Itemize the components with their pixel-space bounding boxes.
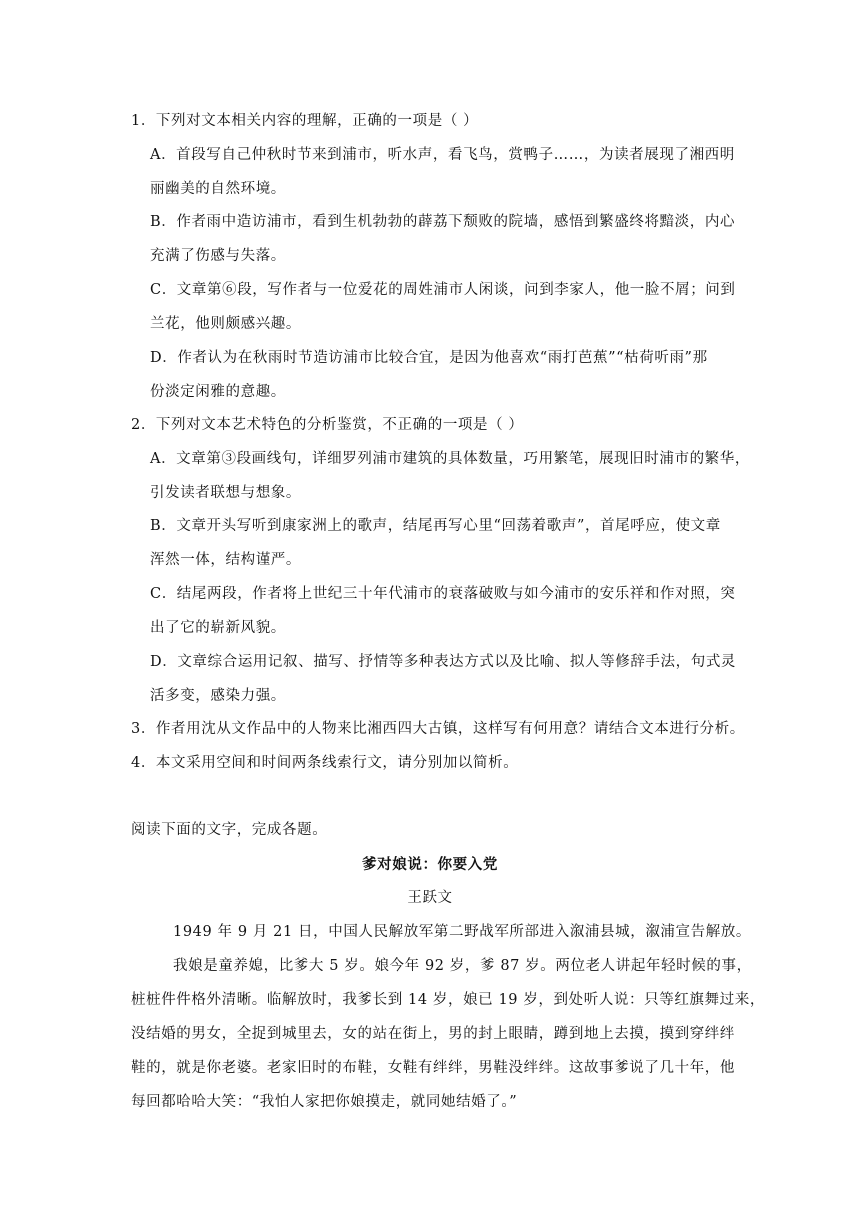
passage-paragraph-2-line-2: 桩桩件件格外清晰。临解放时，我爹长到 14 岁，娘已 19 岁，到处听人说：只等红旗舞过来， xyxy=(131,992,765,1008)
passage-title: 爹对娘说：你要入党 xyxy=(362,856,498,873)
question-2-stem: 2．下列对文本艺术特色的分析鉴赏，不正确的一项是（ ） xyxy=(131,417,524,433)
question-4-stem: 4．本文采用空间和时间两条线索行文，请分别加以简析。 xyxy=(131,755,519,771)
question-2-option-c-cont: 出了它的崭新风貌。 xyxy=(150,620,286,636)
question-1-option-d: D．作者认为在秋雨时节造访浦市比较合宜，是因为他喜欢“雨打芭蕉”“枯荷听雨”那 xyxy=(150,350,708,366)
question-1-option-b: B．作者雨中造访浦市，看到生机勃勃的薜荔下颓败的院墙，感悟到繁盛终将黯淡，内心 xyxy=(150,214,736,230)
question-2-option-b-cont: 浑然一体，结构谨严。 xyxy=(150,552,301,568)
question-2-option-c: C．结尾两段，作者将上世纪三十年代浦市的衰落破败与如今浦市的安乐祥和作对照，突 xyxy=(150,586,736,602)
question-2-option-a-cont: 引发读者联想与想象。 xyxy=(150,485,301,501)
passage-paragraph-2-line-5: 每回都哈哈大笑：“我怕人家把你娘摸走，就同她结婚了。” xyxy=(131,1094,518,1110)
passage-paragraph-2-line-1: 我娘是童养媳，比爹大 5 岁。娘今年 92 岁，爹 87 岁。两位老人讲起年轻时候的事， xyxy=(173,958,752,974)
question-1-option-d-cont: 份淡定闲雅的意趣。 xyxy=(150,384,286,400)
question-1-option-b-cont: 充满了伤感与失落。 xyxy=(150,248,286,264)
question-3-stem: 3．作者用沈从文作品中的人物来比湘西四大古镇，这样写有何用意？请结合文本进行分析。 xyxy=(131,721,745,737)
passage-paragraph-1: 1949 年 9 月 21 日，中国人民解放军第二野战军所部进入溆浦县城，溆浦宣告解放。 xyxy=(173,924,752,940)
question-1-stem: 1．下列对文本相关内容的理解，正确的一项是（ ） xyxy=(131,113,479,129)
question-1-option-a-cont: 丽幽美的自然环境。 xyxy=(150,181,286,197)
question-1-option-c-cont: 兰花，他则颇感兴趣。 xyxy=(150,316,301,332)
question-2-option-d: D．文章综合运用记叙、描写、抒情等多种表达方式以及比喻、拟人等修辞手法，句式灵 xyxy=(150,654,737,670)
passage-paragraph-2-line-3: 没结婚的男女，全捉到城里去，女的站在街上，男的封上眼睛，蹲到地上去摸，摸到穿绊绊 xyxy=(131,1026,735,1042)
question-1-option-a: A．首段写自己仲秋时节来到浦市，听水声，看飞鸟，赏鸭子……，为读者展现了湘西明 xyxy=(150,147,735,163)
question-2-option-b: B．文章开头写听到康家洲上的歌声，结尾再写心里“回荡着歌声”，首尾呼应，使文章 xyxy=(150,518,721,534)
passage-author: 王跃文 xyxy=(407,890,453,906)
question-2-option-a: A．文章第③段画线句，详细罗列浦市建筑的具体数量，巧用繁笔，展现旧时浦市的繁华， xyxy=(150,451,750,467)
reading-intro: 阅读下面的文字，完成各题。 xyxy=(131,822,328,838)
passage-paragraph-2-line-4: 鞋的，就是你老婆。老家旧时的布鞋，女鞋有绊绊，男鞋没绊绊。这故事爹说了几十年，他 xyxy=(131,1060,735,1076)
question-1-option-c: C．文章第⑥段，写作者与一位爱花的周姓浦市人闲谈，问到李家人，他一脸不屑；问到 xyxy=(150,282,736,298)
question-2-option-d-cont: 活多变，感染力强。 xyxy=(150,688,286,704)
